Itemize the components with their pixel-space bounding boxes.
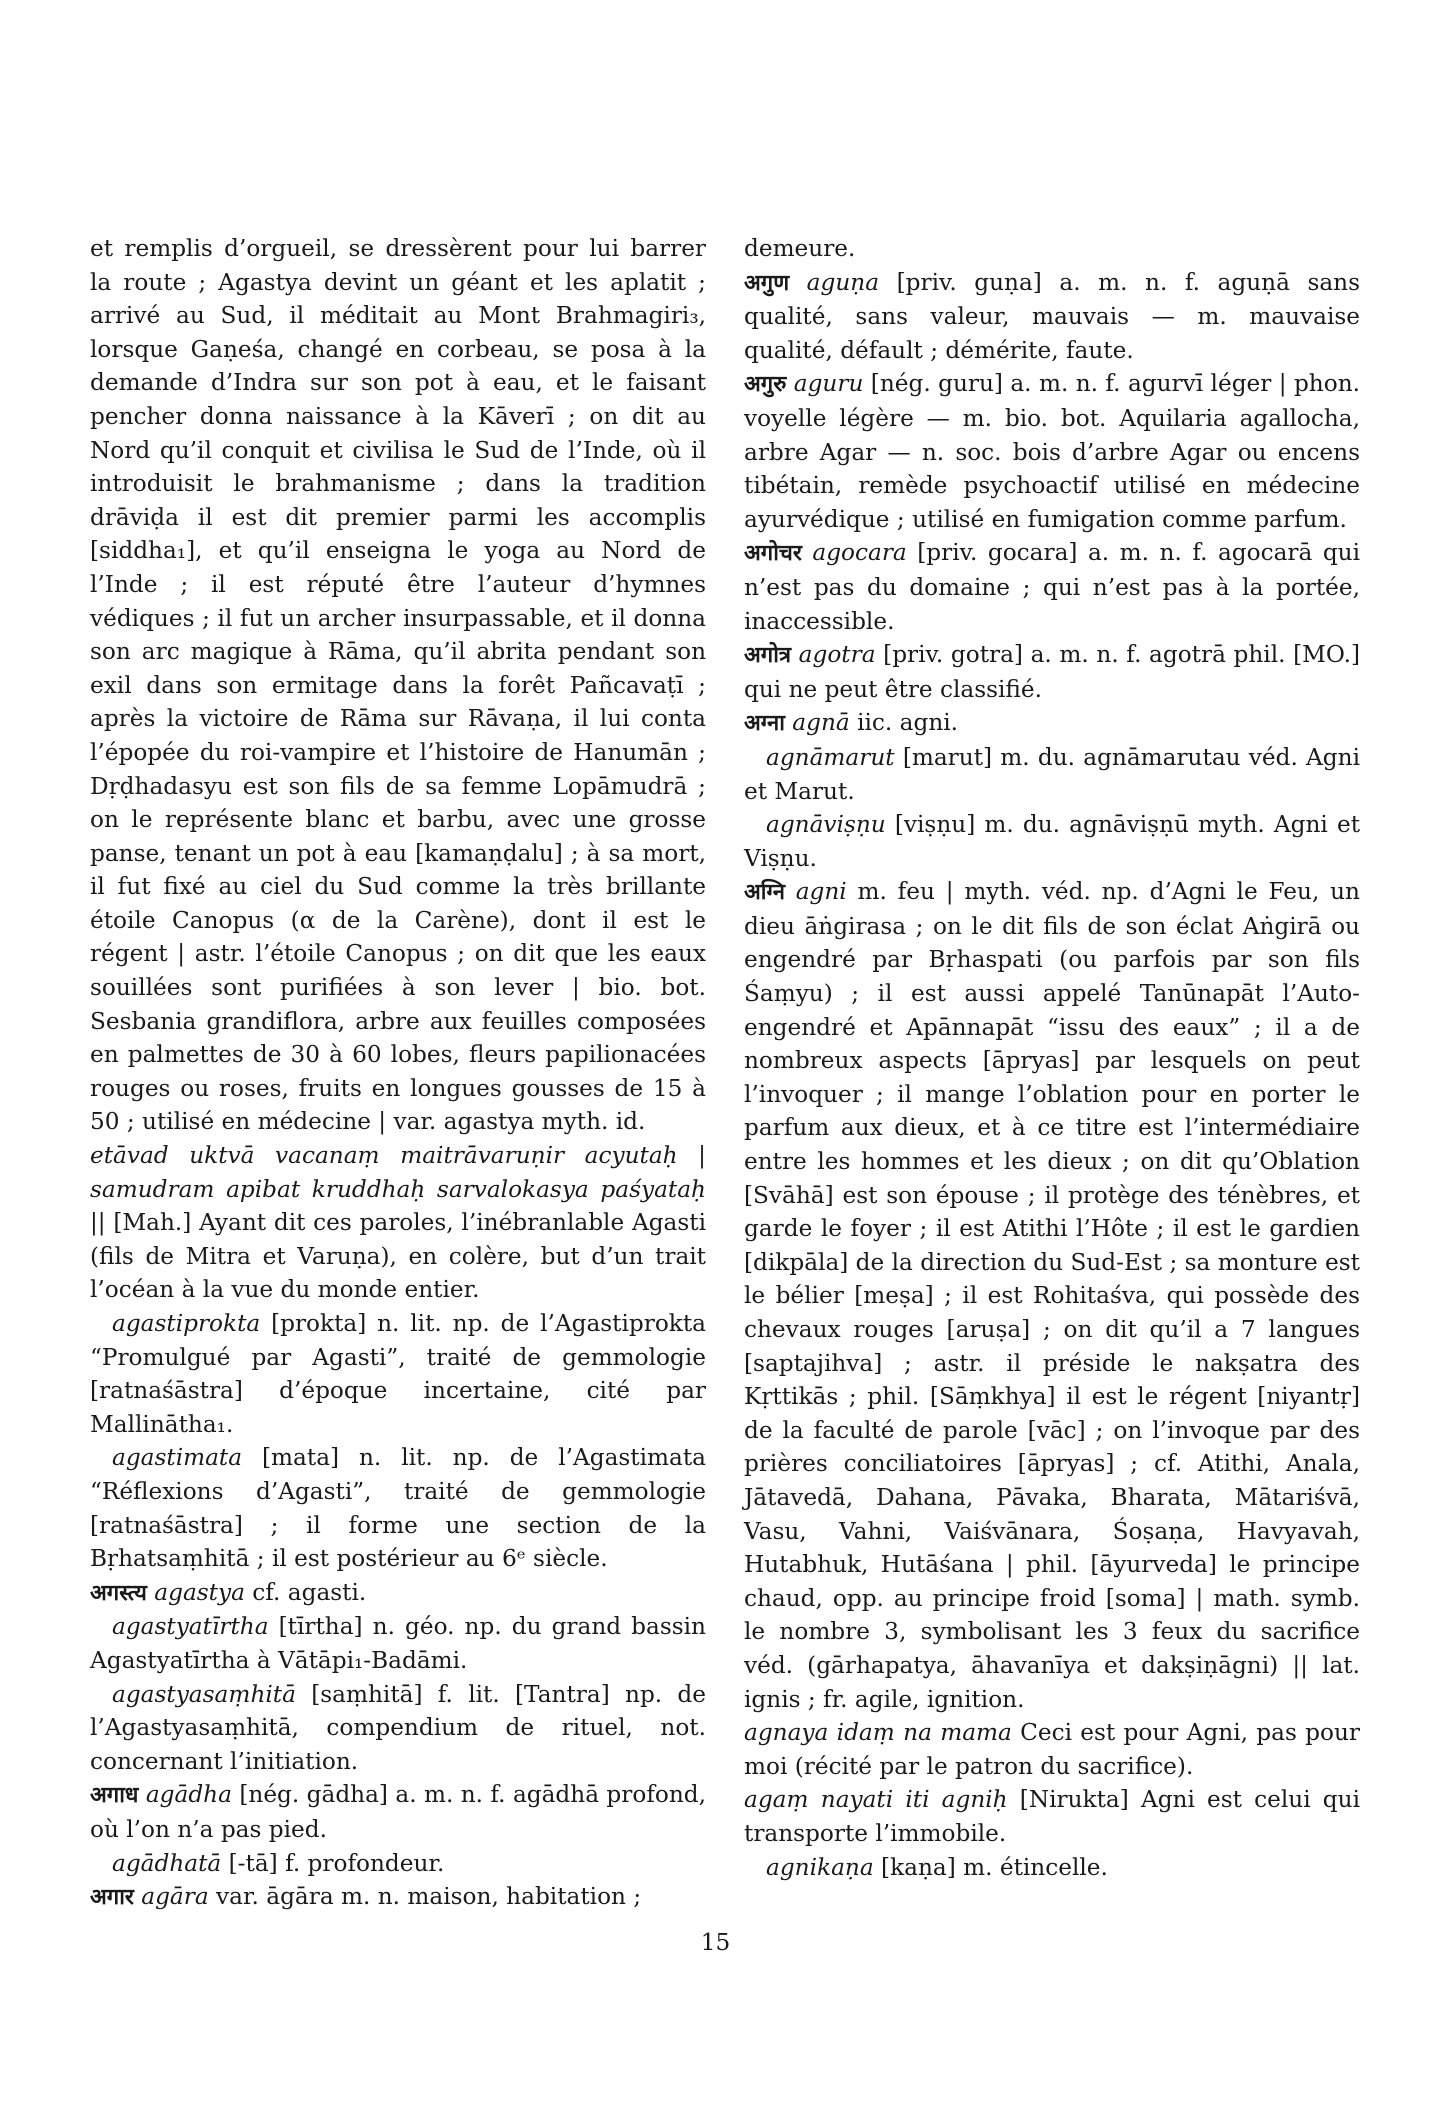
verse-quote — [744, 1716, 1360, 1783]
definition: [mata] n. lit. np. de l’Agastimata “Réflexions d’Agasti”, traité de gemmologie [ratnaśāstra] ; il forme une section de la Bṛhatsaṃhitā ; il est postérieur au 6ᵉ siècle. — [90, 1444, 706, 1573]
sub-entry — [744, 1851, 1360, 1885]
dictionary-entry — [744, 536, 1360, 638]
headword: agotra — [798, 641, 876, 669]
headword: aguṇa — [806, 268, 880, 296]
dictionary-entry — [744, 367, 1360, 536]
headword: agni — [795, 878, 847, 906]
page-number: 15 — [700, 1929, 731, 1956]
right-column — [744, 232, 1360, 1884]
devanagari-headword: अगोत्र — [744, 643, 792, 669]
dictionary-entry — [744, 706, 1360, 741]
sub-entry — [744, 741, 1360, 808]
headword: agādhatā — [112, 1849, 222, 1877]
definition: [tīrtha] n. géo. np. du grand bassin Agastyatīrtha à Vātāpi₁-Badāmi. — [90, 1613, 706, 1674]
verse-text: etāvad uktvā vacanaṃ maitrāvaruṇir acyutaḥ | samudram apibat kruddhaḥ sarvalokasya paśyataḥ — [90, 1142, 706, 1203]
verse-text: agaṃ nayati iti agniḥ — [744, 1786, 1008, 1814]
definition: [nég. gādha] a. m. n. f. agādhā profond, où l’on n’a pas pied. — [90, 1781, 707, 1843]
headword: agnāviṣṇu — [766, 811, 886, 839]
definition: [prokta] n. lit. np. de l’Agastiprokta “Promulgué par Agasti”, traité de gemmologie [ratnaśāstra] d’époque incertaine, cité par Mallinātha₁. — [90, 1310, 706, 1438]
devanagari-headword: अग्नि — [744, 880, 785, 906]
verse-translation: || [Mah.] Ayant dit ces paroles, l’inébranlable Agasti (fils de Mitra et Varuṇa), en colère, but d’un trait l’océan à la vue du monde entier. — [90, 1209, 706, 1304]
devanagari-headword: अगाध — [90, 1783, 139, 1809]
verse-translation: [Nirukta] Agni est celui qui transporte l’immobile. — [744, 1786, 1360, 1847]
sub-entry — [90, 1678, 706, 1779]
definition: [-tā] f. profondeur. — [228, 1849, 445, 1877]
devanagari-headword: अग्ना — [744, 711, 785, 737]
devanagari-headword: अगस्त्य — [90, 1580, 147, 1606]
verse-quote — [744, 1783, 1360, 1850]
definition: [marut] m. du. agnāmarutau véd. Agni et Marut. — [744, 743, 1360, 805]
headword: agastiprokta — [112, 1310, 261, 1337]
dictionary-entry — [744, 638, 1360, 706]
headword: agādha — [145, 1781, 232, 1809]
headword: agnā — [792, 709, 850, 737]
sub-entry — [90, 1307, 706, 1441]
sub-entry — [744, 808, 1360, 875]
definition: iic. agni. — [857, 709, 959, 737]
entry-text: demeure. — [744, 235, 856, 262]
headword: agocara — [812, 539, 907, 567]
headword: agastyatīrtha — [112, 1613, 269, 1641]
headword: agastya — [154, 1578, 245, 1606]
sub-entry — [90, 1847, 706, 1881]
definition: [saṃhitā] f. lit. [Tantra] np. de l’Agastyasaṃhitā, compendium de rituel, not. concernant l’initiation. — [90, 1680, 707, 1775]
definition: [nég. guru] a. m. n. f. agurvī léger | phon. voyelle légère — m. bio. bot. Aquilaria agallocha, arbre Agar — n. soc. bois d’arbre Agar ou encens tibétain, remède psychoactif utilisé en médecine ayurvédique ; utilisé en fumigation comme parfum. — [744, 370, 1360, 533]
definition: [priv. guṇa] a. m. n. f. aguṇā sans qualité, sans valeur, mauvais — m. mauvaise qualité, défault ; démérite, faute. — [744, 268, 1361, 364]
devanagari-headword: अगोचर — [744, 541, 802, 567]
headword: agastyasaṃhitā — [112, 1680, 296, 1708]
definition: [viṣṇu] m. du. agnāviṣṇū myth. Agni et Viṣṇu. — [744, 811, 1361, 872]
definition: [priv. gotra] a. m. n. f. agotrā phil. [MO.] qui ne peut être classifié. — [744, 641, 1360, 703]
dictionary-entry — [744, 875, 1360, 1716]
headword: agnāmarut — [766, 743, 895, 771]
definition: var. āgāra m. n. maison, habitation ; — [216, 1883, 642, 1911]
entry-text: et remplis d’orgueil, se dressèrent pour lui barrer la route ; Agastya devint un géant et les aplatit ; arrivé au Sud, il méditait au Mont Brahmagiri₃, lorsque Gaṇeśa, changé en corbeau, se posa à la demande d’Indra sur son pot à eau, et le faisant pencher donna naissance à la Kāverī ; on dit au Nord qu’il conquit et civilisa le Sud de l’Inde, où il introduisit le brahmanisme ; dans la tradition drāviḍa il est dit premier parmi les accomplis [siddha₁], et qu’il enseigna le yoga au Nord de l’Inde ; il est réputé être l’auteur d’hymnes védiques ; il fut un archer insurpassable, et il donna son arc magique à Rāma, qu’il abrita pendant son exil dans son ermitage dans la forêt Pañcavaṭī ; après la victoire de Rāma sur Rāvaṇa, il lui conta l’épopée du roi-vampire et l’histoire de Hanumān ; Dṛḍhadasyu est son fils de sa femme Lopāmudrā ; on le représente blanc et barbu, avec une grosse panse, tenant un pot à eau [kamaṇḍalu] ; à sa mort, il fut fixé au ciel du Sud comme la très brillante étoile Canopus (α de la Carène), dont il est le régent | astr. l’étoile Canopus ; on dit que les eaux souillées sont purifiées à son lever | bio. bot. Sesbania grandiflora, arbre aux feuilles composées en palmettes de 30 à 60 lobes, fleurs papilionacées rouges ou roses, fruits en longues gousses de 15 à 50 ; utilisé en médecine | var. agastya myth. id. — [90, 235, 706, 1136]
sub-entry — [90, 1441, 706, 1575]
verse-translation: Ceci est pour Agni, pas pour moi (récité par le patron du sacrifice). — [744, 1719, 1360, 1780]
headword: agnikaṇa — [766, 1853, 874, 1881]
sub-entry — [90, 1610, 706, 1677]
headword: agastimata — [112, 1444, 243, 1472]
headword: agāra — [141, 1883, 209, 1911]
devanagari-headword: अगार — [90, 1885, 134, 1911]
definition: [priv. gocara] a. m. n. f. agocarā qui n’est pas du domaine ; qui n’est pas à la portée, inaccessible. — [744, 539, 1361, 635]
devanagari-headword: अगुरु — [744, 372, 787, 398]
verse-text: agnaya idaṃ na mama — [744, 1719, 1012, 1747]
left-column — [90, 232, 706, 1915]
dictionary-entry — [90, 1576, 706, 1611]
dictionary-entry — [90, 1880, 706, 1915]
dictionary-entry — [744, 266, 1360, 368]
dictionary-entry — [90, 1778, 706, 1846]
definition: m. feu | myth. véd. np. d’Agni le Feu, un dieu āṅgirasa ; on le dit fils de son éclat Aṅgirā ou engendré par Bṛhaspati (ou parfois par son fils Śaṃyu) ; il est aussi appelé Tanūnapāt l’Auto-engendré et Apānnapāt “issu des eaux” ; il a de nombreux aspects [āpryas] par lesquels on peut l’invoquer ; il mange l’oblation pour en porter le parfum aux dieux, et à ce titre est l’intermédiaire entre les hommes et les dieux ; on dit qu’Oblation [Svāhā] est son épouse ; il protège des ténèbres, et garde le foyer ; il est Atithi l’Hôte ; il est le gardien [dikpāla] de la direction du Sud-Est ; sa monture est le bélier [meṣa] ; il est Rohitaśva, qui possède des chevaux rouges [aruṣa] ; on dit qu’il a 7 langues [saptajihva] ; astr. il préside le nakṣatra des Kṛttikās ; phil. [Sāṃkhya] il est le régent [niyantṛ] de la faculté de parole [vāc] ; on l’invoque par des prières conciliatoires [āpryas] ; cf. Atithi, Anala, Jātavedā, Dahana, Pāvaka, Bharata, Mātariśvā, Vasu, Vahni, Vaiśvānara, Śoṣaṇa, Havyavah, Hutabhuk, Hutāśana | phil. [āyurveda] le principe chaud, opp. au principe froid [soma] | math. symb. le nombre 3, symbolisant les 3 feux du sacrifice véd. (gārhapatya, āhavanīya et dakṣiṇāgni) || lat. ignis ; fr. agile, ignition. — [744, 878, 1360, 1713]
definition: [kaṇa] m. étincelle. — [881, 1853, 1108, 1881]
verse-quote — [90, 1139, 706, 1307]
headword: aguru — [793, 370, 864, 398]
devanagari-headword: अगुण — [744, 270, 790, 296]
definition: cf. agasti. — [252, 1578, 367, 1606]
